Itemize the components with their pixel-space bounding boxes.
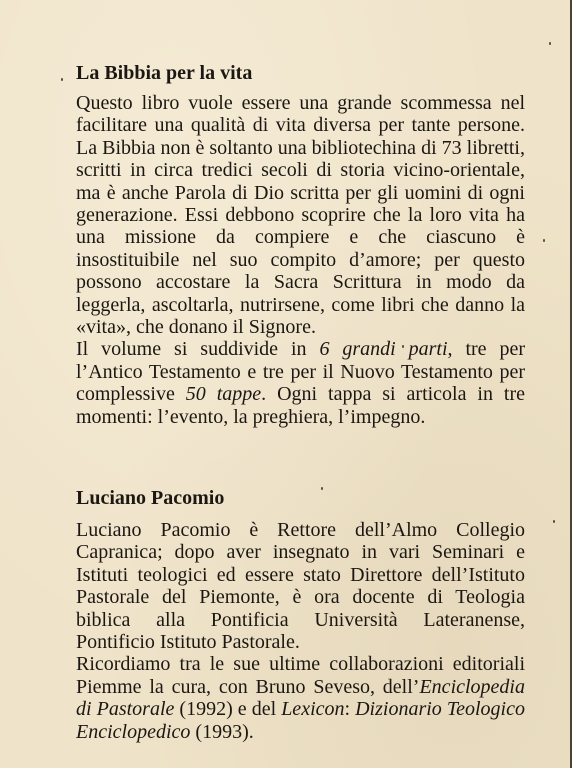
text-run: : — [344, 698, 356, 721]
text-run: . Ogni tappa si articola in tre momenti: l’evento, la preghiera, l’impegno. — [76, 383, 525, 428]
paper-speck — [61, 78, 63, 81]
text-run: Luciano Pacomio è Rettore dell’Almo Collegio Capranica; dopo aver insegnato in vari Seminari e Istituti teologici ed essere stato Direttore dell’Istituto Pastorale del Piemonte, è ora docente di Teologia biblica alla Pontificia Università Lateranense, Pontificio Istituto Pastorale. — [76, 519, 525, 654]
text-run: , tre per l’Antico Testamento e tre per il Nuovo Testamento per complessive — [76, 338, 525, 406]
paragraph — [76, 92, 525, 338]
italic-text-run: Enciclopedia di Pastorale — [76, 675, 525, 721]
text-run: (1992) e del — [174, 698, 282, 721]
text-run: (1993). — [190, 720, 254, 743]
text-run: Questo libro vuole essere una grande scommessa nel facilitare una qualità di vita diversa per tante persone. La Bibbia non è soltanto una bibliotechina di 73 libretti, scritti in circa tredici secoli di storia vicino-orientale, ma è anche Parola di Dio scritta per gli uomini di ogni generazione. Essi debbono scoprire che la loro vita ha una missione da compiere e che ciascuno è insostituibile nel suo compito d’amore; per questo possono accostare la Sacra Scrittura in modo da leggerla, ascoltarla, nutrirsene, come libri che danno la «vita», che donano il Signore. — [76, 92, 525, 339]
paper-speck — [549, 42, 551, 45]
section-heading: La Bibbia per la vita — [76, 62, 253, 84]
section-heading: Luciano Pacomio — [76, 487, 225, 509]
paragraph — [76, 338, 525, 428]
text-run: Il volume si suddivide in — [76, 338, 320, 361]
paragraph — [76, 519, 525, 653]
section-about-author — [76, 486, 525, 743]
italic-text-run: Lexicon — [281, 698, 345, 721]
paper-speck — [553, 520, 555, 523]
italic-text-run: Dizionario Teologico Enciclopedico — [76, 698, 525, 743]
paper-speck — [543, 239, 545, 242]
section-about-book — [76, 61, 525, 428]
italic-text-run: 50 tappe — [185, 383, 262, 406]
paragraph — [76, 653, 525, 743]
text-run: Ricordiamo tra le sue ultime collaborazioni editoriali Piemme la cura, con Bruno Seveso, dell’ — [76, 653, 525, 698]
italic-text-run: 6 grandi parti — [319, 338, 448, 361]
